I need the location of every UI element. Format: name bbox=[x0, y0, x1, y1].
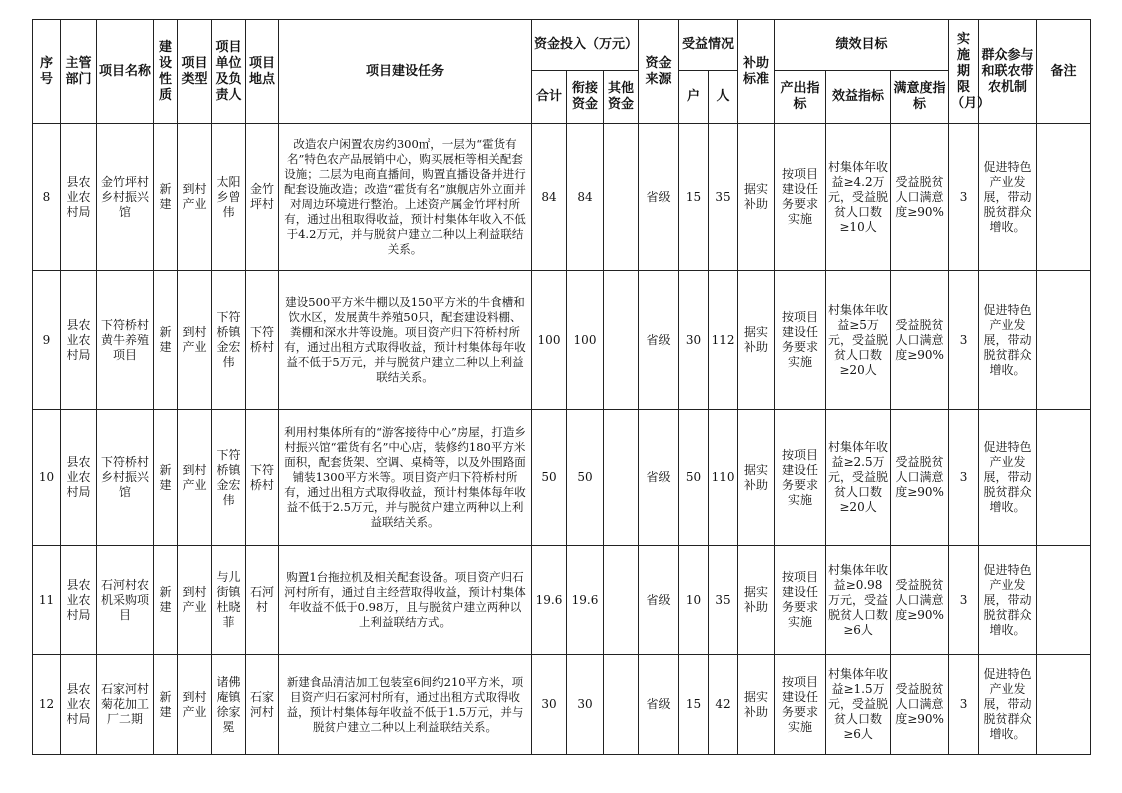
col-subsidy: 补助标准 bbox=[738, 20, 775, 124]
cell-people: 112 bbox=[709, 271, 738, 410]
col-benefit: 受益情况 bbox=[679, 20, 738, 71]
cell-location: 石河村 bbox=[246, 546, 279, 655]
cell-satisfaction: 受益脱贫人口满意度≥90% bbox=[891, 410, 949, 546]
table-row bbox=[33, 655, 1091, 755]
cell-seq: 12 bbox=[33, 655, 61, 755]
cell-satisfaction: 受益脱贫人口满意度≥90% bbox=[891, 271, 949, 410]
cell-subsidy: 据实补助 bbox=[738, 546, 775, 655]
cell-households: 15 bbox=[679, 655, 709, 755]
cell-name: 下符桥村乡村振兴馆 bbox=[97, 410, 154, 546]
cell-subsidy: 据实补助 bbox=[738, 271, 775, 410]
cell-people: 35 bbox=[709, 546, 738, 655]
cell-nature: 新建 bbox=[154, 546, 178, 655]
col-funds: 资金投入（万元） bbox=[532, 20, 639, 71]
table-row bbox=[33, 124, 1091, 271]
cell-subsidy: 据实补助 bbox=[738, 655, 775, 755]
cell-type: 到村产业 bbox=[178, 271, 212, 410]
cell-link: 30 bbox=[567, 655, 604, 755]
col-funds-other: 其他资金 bbox=[604, 71, 639, 124]
project-table bbox=[32, 19, 1091, 755]
cell-households: 50 bbox=[679, 410, 709, 546]
col-perf-output: 产出指标 bbox=[775, 71, 826, 124]
col-perf-satisfaction: 满意度指标 bbox=[891, 71, 949, 124]
cell-effect: 村集体年收益≥0.98万元，受益脱贫人口数≥6人 bbox=[826, 546, 891, 655]
cell-type: 到村产业 bbox=[178, 655, 212, 755]
cell-mechanism: 促进特色产业发展，带动脱贫群众增收。 bbox=[979, 410, 1037, 546]
cell-total: 19.6 bbox=[532, 546, 567, 655]
cell-owner: 下符桥镇金宏伟 bbox=[212, 271, 246, 410]
col-dept: 主管部门 bbox=[61, 20, 97, 124]
cell-location: 石家河村 bbox=[246, 655, 279, 755]
cell-remark bbox=[1037, 410, 1091, 546]
cell-households: 10 bbox=[679, 546, 709, 655]
cell-task: 新建食品清洁加工包装室6间约210平方米，项目资产归石家河村所有，通过出租方式取得收益，预计村集体每年收益不低于1.5万元，并与脱贫户建立二种以上利益联结关系。 bbox=[279, 655, 532, 755]
cell-output: 按项目建设任务要求实施 bbox=[775, 655, 826, 755]
col-remark: 备注 bbox=[1037, 20, 1091, 124]
cell-dept: 县农业农村局 bbox=[61, 655, 97, 755]
cell-dept: 县农业农村局 bbox=[61, 271, 97, 410]
cell-subsidy: 据实补助 bbox=[738, 410, 775, 546]
cell-remark bbox=[1037, 271, 1091, 410]
cell-subsidy: 据实补助 bbox=[738, 124, 775, 271]
col-source: 资金来源 bbox=[639, 20, 679, 124]
col-type: 项目类型 bbox=[178, 20, 212, 124]
cell-people: 110 bbox=[709, 410, 738, 546]
cell-total: 84 bbox=[532, 124, 567, 271]
col-funds-link: 衔接资金 bbox=[567, 71, 604, 124]
cell-location: 下符桥村 bbox=[246, 410, 279, 546]
cell-people: 35 bbox=[709, 124, 738, 271]
cell-seq: 9 bbox=[33, 271, 61, 410]
col-people: 人 bbox=[709, 71, 738, 124]
cell-other bbox=[604, 546, 639, 655]
cell-total: 30 bbox=[532, 655, 567, 755]
cell-source: 省级 bbox=[639, 410, 679, 546]
cell-seq: 11 bbox=[33, 546, 61, 655]
cell-dept: 县农业农村局 bbox=[61, 124, 97, 271]
cell-owner: 太阳乡曾伟 bbox=[212, 124, 246, 271]
cell-households: 15 bbox=[679, 124, 709, 271]
cell-output: 按项目建设任务要求实施 bbox=[775, 271, 826, 410]
cell-effect: 村集体年收益≥2.5万元，受益脱贫人口数≥20人 bbox=[826, 410, 891, 546]
table-row bbox=[33, 410, 1091, 546]
cell-task: 改造农户闲置农房约300㎡，一层为“霍货有名”特色农产品展销中心，购买展柜等相关配套设施；二层为电商直播间，购置直播设备并进行配套设施改造；改造“霍货有名”旗舰店外立面并对周边环境进行整治。上述资产属金竹坪村所有，通过出租取得收益，预计村集体年收入不低于4.2万元，并与脱贫户建立二种以上利益联结关系。 bbox=[279, 124, 532, 271]
table-row bbox=[33, 271, 1091, 410]
cell-owner: 诸佛庵镇徐家冕 bbox=[212, 655, 246, 755]
cell-nature: 新建 bbox=[154, 124, 178, 271]
cell-effect: 村集体年收益≥4.2万元，受益脱贫人口数≥10人 bbox=[826, 124, 891, 271]
cell-type: 到村产业 bbox=[178, 124, 212, 271]
cell-period: 3 bbox=[949, 410, 979, 546]
cell-remark bbox=[1037, 124, 1091, 271]
col-households: 户 bbox=[679, 71, 709, 124]
cell-source: 省级 bbox=[639, 124, 679, 271]
col-name: 项目名称 bbox=[97, 20, 154, 124]
table-row bbox=[33, 546, 1091, 655]
col-mechanism: 群众参与和联农带农机制 bbox=[979, 20, 1037, 124]
cell-nature: 新建 bbox=[154, 271, 178, 410]
cell-link: 50 bbox=[567, 410, 604, 546]
cell-mechanism: 促进特色产业发展，带动脱贫群众增收。 bbox=[979, 546, 1037, 655]
cell-remark bbox=[1037, 655, 1091, 755]
cell-other bbox=[604, 271, 639, 410]
cell-link: 19.6 bbox=[567, 546, 604, 655]
cell-task: 利用村集体所有的“游客接待中心”房屋，打造乡村振兴馆“霍货有名”中心店，装修约180平方米面积，配套货架、空调、桌椅等，以及外围路面铺装1300平方米等。项目资产归下符桥村所有，通过出租方式取得收益，预计村集体每年收益不低于2.5万元，并与脱贫户建立两种以上利益联结关系。 bbox=[279, 410, 532, 546]
cell-other bbox=[604, 410, 639, 546]
cell-output: 按项目建设任务要求实施 bbox=[775, 410, 826, 546]
cell-link: 84 bbox=[567, 124, 604, 271]
cell-name: 石河村农机采购项目 bbox=[97, 546, 154, 655]
col-task: 项目建设任务 bbox=[279, 20, 532, 124]
cell-owner: 下符桥镇金宏伟 bbox=[212, 410, 246, 546]
cell-period: 3 bbox=[949, 546, 979, 655]
cell-dept: 县农业农村局 bbox=[61, 410, 97, 546]
cell-owner: 与儿街镇杜晓菲 bbox=[212, 546, 246, 655]
cell-mechanism: 促进特色产业发展，带动脱贫群众增收。 bbox=[979, 124, 1037, 271]
cell-satisfaction: 受益脱贫人口满意度≥90% bbox=[891, 546, 949, 655]
cell-source: 省级 bbox=[639, 271, 679, 410]
col-perf: 绩效目标 bbox=[775, 20, 949, 71]
cell-dept: 县农业农村局 bbox=[61, 546, 97, 655]
cell-satisfaction: 受益脱贫人口满意度≥90% bbox=[891, 124, 949, 271]
col-nature: 建设性质 bbox=[154, 20, 178, 124]
cell-other bbox=[604, 124, 639, 271]
cell-period: 3 bbox=[949, 655, 979, 755]
cell-source: 省级 bbox=[639, 546, 679, 655]
cell-seq: 8 bbox=[33, 124, 61, 271]
cell-name: 金竹坪村乡村振兴馆 bbox=[97, 124, 154, 271]
cell-people: 42 bbox=[709, 655, 738, 755]
cell-remark bbox=[1037, 546, 1091, 655]
col-seq: 序号 bbox=[33, 20, 61, 124]
col-period: 实施期限（月） bbox=[949, 20, 979, 124]
cell-period: 3 bbox=[949, 271, 979, 410]
cell-location: 下符桥村 bbox=[246, 271, 279, 410]
cell-mechanism: 促进特色产业发展，带动脱贫群众增收。 bbox=[979, 271, 1037, 410]
cell-output: 按项目建设任务要求实施 bbox=[775, 124, 826, 271]
col-perf-effect: 效益指标 bbox=[826, 71, 891, 124]
cell-period: 3 bbox=[949, 124, 979, 271]
cell-households: 30 bbox=[679, 271, 709, 410]
cell-total: 100 bbox=[532, 271, 567, 410]
cell-name: 下符桥村黄牛养殖项目 bbox=[97, 271, 154, 410]
cell-nature: 新建 bbox=[154, 655, 178, 755]
cell-task: 购置1台拖拉机及相关配套设备。项目资产归石河村所有，通过自主经营取得收益，预计村集体年收益不低于0.98万，且与脱贫户建立两种以上利益联结方式。 bbox=[279, 546, 532, 655]
col-location: 项目地点 bbox=[246, 20, 279, 124]
col-owner: 项目单位及负责人 bbox=[212, 20, 246, 124]
cell-type: 到村产业 bbox=[178, 410, 212, 546]
cell-other bbox=[604, 655, 639, 755]
cell-effect: 村集体年收益≥1.5万元，受益脱贫人口数≥6人 bbox=[826, 655, 891, 755]
cell-link: 100 bbox=[567, 271, 604, 410]
cell-type: 到村产业 bbox=[178, 546, 212, 655]
cell-location: 金竹坪村 bbox=[246, 124, 279, 271]
cell-total: 50 bbox=[532, 410, 567, 546]
cell-seq: 10 bbox=[33, 410, 61, 546]
cell-task: 建设500平方米牛棚以及150平方米的牛食槽和饮水区，发展黄牛养殖50只，配套建设料棚、粪棚和深水井等设施。项目资产归下符桥村所有，通过出租方式取得收益，预计村集体每年收益不低于5万元，并与脱贫户建立二种以上利益联结关系。 bbox=[279, 271, 532, 410]
cell-effect: 村集体年收益≥5万元，受益脱贫人口数≥20人 bbox=[826, 271, 891, 410]
cell-output: 按项目建设任务要求实施 bbox=[775, 546, 826, 655]
cell-name: 石家河村菊花加工厂二期 bbox=[97, 655, 154, 755]
cell-source: 省级 bbox=[639, 655, 679, 755]
cell-nature: 新建 bbox=[154, 410, 178, 546]
cell-satisfaction: 受益脱贫人口满意度≥90% bbox=[891, 655, 949, 755]
col-funds-total: 合计 bbox=[532, 71, 567, 124]
cell-mechanism: 促进特色产业发展，带动脱贫群众增收。 bbox=[979, 655, 1037, 755]
